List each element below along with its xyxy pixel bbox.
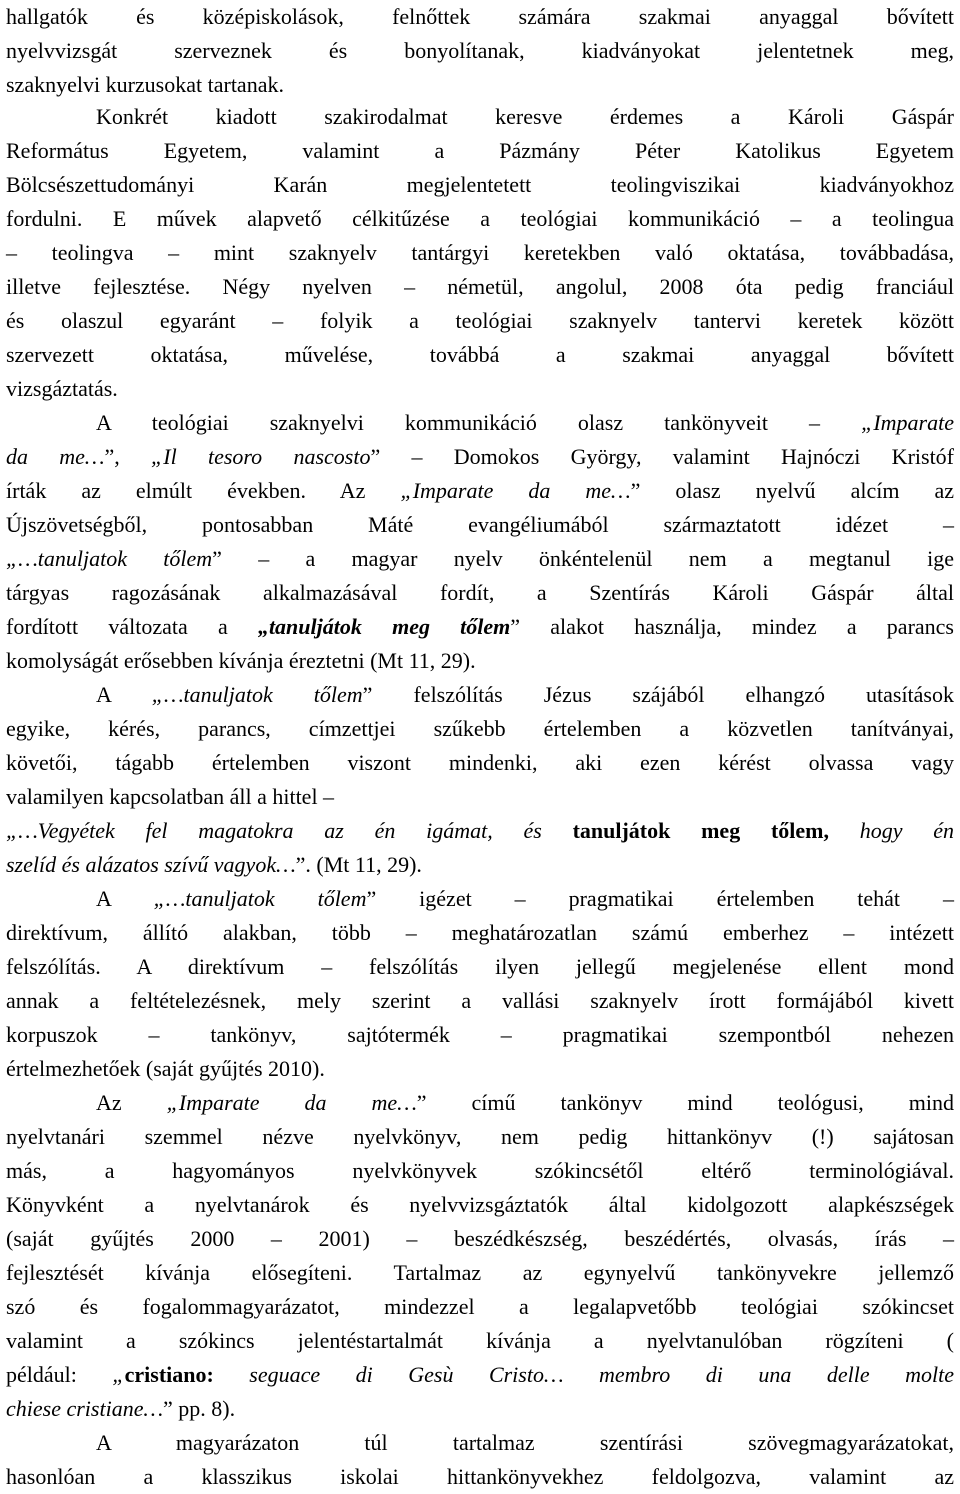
text-run: felszólítás. A direktívum – felszólítás ilyen jellegű megjelenése ellent mond: [6, 954, 954, 979]
text-line: [6, 1392, 954, 1426]
text-run: fordított változata a: [6, 614, 258, 639]
book-title: „Imparate: [861, 410, 954, 435]
text-line: [6, 474, 954, 508]
text-run: ” pp. 8).: [163, 1396, 236, 1421]
text-line: [6, 1358, 954, 1392]
text-run: Újszövetségből, pontosabban Máté evangéliumából származtatott idézet –: [6, 512, 954, 537]
text-run: más, a hagyományos nyelvkönyvek szókincsétől eltérő terminológiával.: [6, 1158, 954, 1183]
text-line: [6, 1256, 954, 1290]
text-line: [6, 0, 954, 34]
text-run: egyike, kérés, parancs, címzettjei szűkebb értelemben a közvetlen tanítványai,: [6, 716, 954, 741]
text-run: Református Egyetem, valamint a Pázmány Péter Katolikus Egyetem: [6, 138, 954, 163]
text-run: ” – a magyar nyelv önkéntelenül nem a megtanul ige: [212, 546, 955, 571]
text-run: hallgatók és középiskolások, felnőttek számára szakmai anyaggal bővített: [6, 4, 954, 29]
text-run: vizsgáztatás.: [6, 376, 118, 401]
text-line: [6, 1018, 954, 1052]
text-line: [6, 1222, 954, 1256]
book-title: „Imparate da me…: [400, 478, 631, 503]
text-run: írták az elmúlt években. Az: [6, 478, 401, 503]
text-line: [6, 168, 954, 202]
text-line: [6, 1290, 954, 1324]
text-run: illetve fejlesztése. Négy nyelven – németül, angolul, 2008 óta pedig franciául: [6, 274, 954, 299]
text-line: [96, 406, 954, 440]
text-line: [6, 984, 954, 1018]
text-run: Konkrét kiadott szakirodalmat keresve érdemes a Károli Gáspár: [96, 104, 954, 129]
text-line: [6, 814, 954, 848]
text-run: ” című tankönyv mind teológusi, mind: [416, 1090, 954, 1115]
text-run: és olaszul egyaránt – folyik a teológiai szaknyelv tantervi keretek között: [6, 308, 954, 333]
text-run: valamint a szókincs jelentéstartalmát kívánja a nyelvtanulóban rögzíteni (: [6, 1328, 954, 1353]
text-run: ” alakot használja, mindez a parancs: [510, 614, 954, 639]
text-run: – teolingva – mint szaknyelv tantárgyi keretekben való oktatása, továbbadása,: [6, 240, 954, 265]
text-run: nyelvtanári szemmel nézve nyelvkönyv, nem pedig hittankönyv (!) sajátosan: [6, 1124, 954, 1149]
text-run: A: [96, 682, 152, 707]
quote-emphasis: tanuljátok meg tőlem,: [572, 818, 829, 843]
text-line: [6, 338, 954, 372]
text-run: A teológiai szaknyelvi kommunikáció olasz tankönyveit –: [96, 410, 862, 435]
text-run: (saját gyűjtés 2000 – 2001) – beszédkészség, beszédértés, olvasás, írás –: [6, 1226, 954, 1251]
text-line: [6, 712, 954, 746]
text-run: direktívum, állító alakban, több – meghatározatlan számú emberhez – intézett: [6, 920, 954, 945]
glossary-term: cristiano:: [124, 1362, 214, 1387]
quote: „…tanuljatok tőlem: [153, 886, 367, 911]
text-run: például:: [6, 1362, 113, 1387]
quote-emphasis: „tanuljátok meg tőlem: [257, 614, 511, 639]
text-line: [6, 1120, 954, 1154]
glossary-definition: chiese cristiane…: [6, 1396, 164, 1421]
text-line: [6, 746, 954, 780]
text-run: Könyvként a nyelvtanárok és nyelvvizsgáztatók által kidolgozott alapkészségek: [6, 1192, 954, 1217]
text-line: [6, 950, 954, 984]
quote: hogy én: [828, 818, 955, 843]
book-title: „Imparate da me…: [166, 1090, 417, 1115]
text-line: [6, 34, 954, 68]
text-run: szaknyelvi kurzusokat tartanak.: [6, 72, 284, 97]
text-run: hasonlóan a klasszikus iskolai hittankönyvekhez feldolgozva, valamint az: [6, 1464, 954, 1489]
text-line: [6, 1052, 954, 1086]
quote: „…tanuljatok tőlem: [6, 546, 213, 571]
text-line: [96, 882, 954, 916]
text-run: ” igézet – pragmatikai értelemben tehát –: [366, 886, 954, 911]
quote: szelíd és alázatos szívű vagyok…: [6, 852, 296, 877]
text-line: [96, 1086, 954, 1120]
text-run: nyelvvizsgát szerveznek és bonyolítanak, kiadványokat jelentetnek meg,: [6, 38, 954, 63]
book-title: „Il tesoro nascosto: [151, 444, 371, 469]
text-line: [6, 1154, 954, 1188]
text-line: [6, 610, 954, 644]
text-line: [6, 780, 954, 814]
text-line: [96, 1426, 954, 1460]
quote: „…Vegyétek fel magatokra az én igámat, és: [6, 818, 573, 843]
text-run: tárgyas ragozásának alkalmazásával fordít, a Szentírás Károli Gáspár által: [6, 580, 954, 605]
text-run: ” felszólítás Jézus szájából elhangzó utasítások: [362, 682, 954, 707]
text-line: [6, 1460, 954, 1494]
text-run: ”. (Mt 11, 29).: [295, 852, 422, 877]
text-run: ”,: [104, 444, 152, 469]
text-line: [6, 372, 954, 406]
text-line: [6, 848, 954, 882]
text-run: A magyarázaton túl tartalmaz szentírási szövegmagyarázatokat,: [96, 1430, 954, 1455]
quote: „: [112, 1362, 125, 1387]
text-line: [6, 304, 954, 338]
text-line: [6, 916, 954, 950]
text-run: valamilyen kapcsolatban áll a hittel –: [6, 784, 335, 809]
text-run: korpuszok – tankönyv, sajtótermék – pragmatikai szempontból nehezen: [6, 1022, 954, 1047]
text-run: fordulni. E művek alapvető célkitűzése a teológiai kommunikáció – a teolingua: [6, 206, 954, 231]
book-title: da me…: [6, 444, 105, 469]
quote: „…tanuljatok tőlem: [151, 682, 363, 707]
text-line: [6, 576, 954, 610]
text-line: [6, 1188, 954, 1222]
text-line: [6, 508, 954, 542]
text-line: [6, 542, 954, 576]
glossary-definition: seguace di Gesù Cristo… membro di una delle molte: [213, 1362, 954, 1387]
text-run: Bölcsészettudományi Karán megjelentetett teolingviszikai kiadványokhoz: [6, 172, 954, 197]
text-run: annak a feltételezésnek, mely szerint a vallási szaknyelv írott formájából kivett: [6, 988, 954, 1013]
text-line: [6, 644, 954, 678]
text-line: [6, 1324, 954, 1358]
text-run: ” – Domokos György, valamint Hajnóczi Kristóf: [370, 444, 955, 469]
text-run: fejlesztését kívánja elősegíteni. Tartalmaz az egynyelvű tankönyvekre jellemző: [6, 1260, 954, 1285]
text-line: [96, 100, 954, 134]
text-line: [6, 134, 954, 168]
text-line: [6, 68, 954, 102]
text-run: Az: [96, 1090, 167, 1115]
text-run: ” olasz nyelvű alcím az: [630, 478, 954, 503]
text-line: [6, 236, 954, 270]
text-line: [6, 440, 954, 474]
text-run: A: [96, 886, 154, 911]
text-run: követői, tágabb értelemben viszont mindenki, aki ezen kérést olvassa vagy: [6, 750, 954, 775]
text-line: [96, 678, 954, 712]
text-line: [6, 270, 954, 304]
text-run: komolyságát erősebben kívánja éreztetni (Mt 11, 29).: [6, 648, 476, 673]
text-run: szó és fogalommagyarázatot, mindezzel a legalapvetőbb teológiai szókincset: [6, 1294, 954, 1319]
text-line: [6, 202, 954, 236]
text-run: szervezett oktatása, művelése, továbbá a szakmai anyaggal bővített: [6, 342, 954, 367]
text-run: értelmezhetőek (saját gyűjtés 2010).: [6, 1056, 325, 1081]
